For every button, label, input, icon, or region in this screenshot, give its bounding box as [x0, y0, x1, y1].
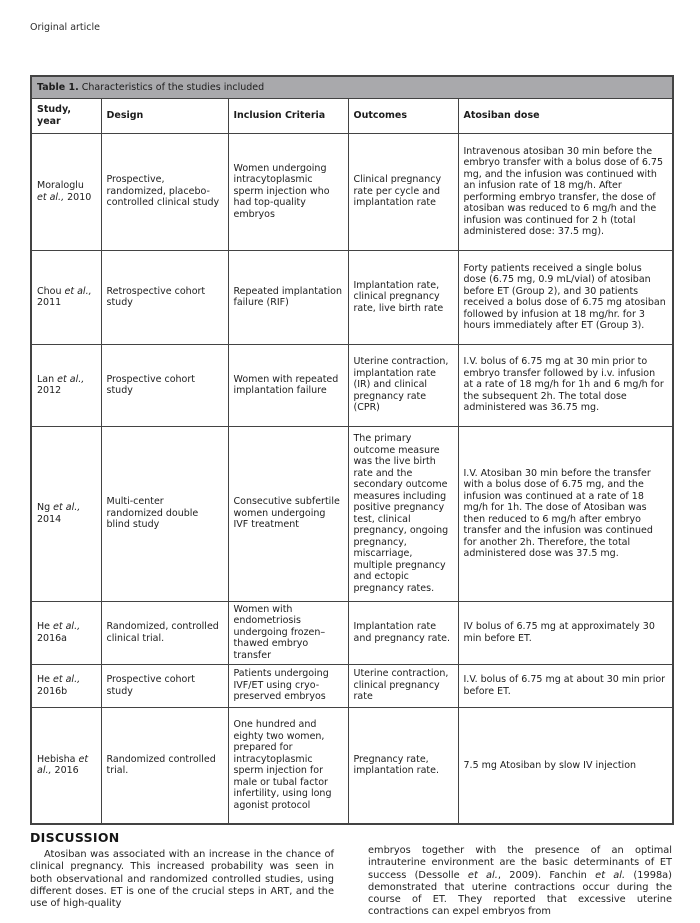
dose-cell: I.V. bolus of 6.75 mg at 30 min prior to embryo transfer followed by i.v. infusion at a rate of 18 mg/h for 1h and 6 mg/h for the subsequent 2h. The total dose administered was 36.75 mg. [458, 344, 673, 426]
study-etal: et al., [53, 502, 81, 513]
study-name: Moraloglu [37, 180, 84, 191]
study-name: Ng [37, 502, 54, 513]
column-header-4: Atosiban dose [458, 98, 673, 133]
study-etal: et al., [37, 191, 65, 203]
etal-italic: et al. [467, 869, 498, 881]
discussion-heading: DISCUSSION [30, 830, 120, 845]
study-name: Lan [37, 373, 58, 385]
discussion-paragraph-left [30, 849, 334, 910]
outcomes-cell: Pregnancy rate, implantation rate. [348, 707, 458, 824]
study-year: 2016b [37, 685, 68, 697]
table-caption-number: Table 1. [37, 82, 79, 93]
table-row [31, 250, 673, 344]
design-cell: Randomized controlled trial. [101, 707, 228, 824]
study-year: 2016 [51, 765, 79, 777]
design-cell: Prospective cohort study [101, 664, 228, 707]
table-row [31, 601, 673, 664]
table-row [31, 344, 673, 426]
column-header-2: Inclusion Criteria [228, 98, 348, 133]
table-caption-text: Characteristics of the studies included [81, 82, 265, 93]
study-etal: et al., [53, 674, 81, 685]
outcomes-cell: The primary outcome measure was the live birth rate and the secondary outcome measures including positive pregnancy test, clinical pregnancy, ongoing pregnancy, miscarriage, multiple pregnancy and ectopic pregnancy rates. [348, 426, 458, 601]
dose-cell: Intravenous atosiban 30 min before the embryo transfer with a bolus dose of 6.75 mg, and the infusion was continued with an infusion rate of 18 mg/h. After performing embryo transfer, the dose of atosiban was reduced to 6 mg/h and the infusion was continued for 2 h (total administered dose: 37.5 mg). [458, 133, 673, 250]
inclusion-cell: Women with endometriosis undergoing frozen–thawed embryo transfer [228, 601, 348, 664]
design-cell: Retrospective cohort study [101, 250, 228, 344]
table-header-row [31, 98, 673, 133]
text-segment: (1998a) demonstrated that uterine contractions occur during the course of ET. They reported that excessive uterine contractions can expel embryos from [368, 869, 673, 918]
column-header-0: Study, year [31, 98, 101, 133]
article-type-label: Original article [30, 22, 100, 33]
design-cell: Multi-center randomized double blind study [101, 426, 228, 601]
dose-cell: I.V. Atosiban 30 min before the transfer with a bolus dose of 6.75 mg, and the infusion was continued at a rate of 18 mg/h for 1h. The dose of Atosiban was then reduced to 6 mg/h after embryo transfer and the infusion was continued for another 2h. Therefore, the total administered dose was 37.5 mg. [458, 426, 673, 601]
dose-cell: 7.5 mg Atosiban by slow IV injection [458, 707, 673, 824]
table-caption [31, 76, 673, 98]
text-segment: Atosiban was associated with an increase in the chance of clinical pregnancy. This increased probability was seen in both observational and randomized controlled studies, using different doses. ET is one of the crucial steps in ART, and the use of high-quality [30, 849, 334, 910]
study-year: 2016a [37, 632, 67, 644]
study-name: Chou [37, 285, 65, 297]
discussion-column-left [30, 830, 334, 919]
table-row [31, 426, 673, 601]
study-year: 2010 [64, 191, 92, 203]
outcomes-cell: Implantation rate, clinical pregnancy rate, live birth rate [348, 250, 458, 344]
dose-cell: I.V. bolus of 6.75 mg at about 30 min prior before ET. [458, 664, 673, 707]
study-cell [31, 601, 101, 664]
column-header-3: Outcomes [348, 98, 458, 133]
design-cell: Prospective, randomized, placebo-controlled clinical study [101, 133, 228, 250]
table-row [31, 664, 673, 707]
inclusion-cell: Repeated implantation failure (RIF) [228, 250, 348, 344]
inclusion-cell: Women undergoing intracytoplasmic sperm injection who had top-quality embryos [228, 133, 348, 250]
inclusion-cell: Women with repeated implantation failure [228, 344, 348, 426]
table-row [31, 133, 673, 250]
study-year: 2012 [37, 385, 62, 396]
study-etal: et al., [37, 753, 89, 777]
design-cell: Randomized, controlled clinical trial. [101, 601, 228, 664]
design-cell: Prospective cohort study [101, 344, 228, 426]
etal-italic: et al. [595, 869, 626, 881]
study-etal: et al., [57, 373, 85, 385]
study-year: 2011 [37, 297, 62, 308]
discussion-section [30, 830, 672, 919]
study-etal: et al., [64, 285, 92, 297]
text-segment: embryos together with the presence of an optimal intrauterine environment are the basic determinants of ET success (Dessolle [368, 845, 672, 881]
table-caption-row [31, 76, 673, 98]
study-cell [31, 426, 101, 601]
study-etal: et al., [53, 621, 81, 632]
discussion-column-right [368, 830, 672, 919]
inclusion-cell: Consecutive subfertile women undergoing IVF treatment [228, 426, 348, 601]
study-name: He [37, 621, 54, 632]
study-cell [31, 250, 101, 344]
study-year: 2014 [37, 513, 62, 525]
study-name: He [37, 674, 54, 685]
outcomes-cell: Implantation rate and pregnancy rate. [348, 601, 458, 664]
study-cell [31, 344, 101, 426]
outcomes-cell: Uterine contraction, clinical pregnancy rate [348, 664, 458, 707]
discussion-paragraph-right [368, 845, 672, 919]
table-row [31, 707, 673, 824]
text-segment: , 2009). Fanchin [497, 869, 596, 881]
study-cell [31, 664, 101, 707]
outcomes-cell: Clinical pregnancy rate per cycle and implantation rate [348, 133, 458, 250]
studies-table [30, 75, 674, 825]
study-name: Hebisha [37, 753, 79, 765]
dose-cell: Forty patients received a single bolus dose (6.75 mg, 0.9 mL/vial) of atosiban before ET (Group 2), and 30 patients received a bolus dose of 6.75 mg atosiban followed by infusion at 18 mg/hr. for 3 hours immediately after ET (Group 3). [458, 250, 673, 344]
column-header-1: Design [101, 98, 228, 133]
studies-table-body [31, 76, 673, 824]
study-cell [31, 133, 101, 250]
inclusion-cell: One hundred and eighty two women, prepared for intracytoplasmic sperm injection for male or tubal factor infertility, using long agonist protocol [228, 707, 348, 824]
outcomes-cell: Uterine contraction, implantation rate (IR) and clinical pregnancy rate (CPR) [348, 344, 458, 426]
inclusion-cell: Patients undergoing IVF/ET using cryo-preserved embryos [228, 664, 348, 707]
study-cell [31, 707, 101, 824]
dose-cell: IV bolus of 6.75 mg at approximately 30 min before ET. [458, 601, 673, 664]
